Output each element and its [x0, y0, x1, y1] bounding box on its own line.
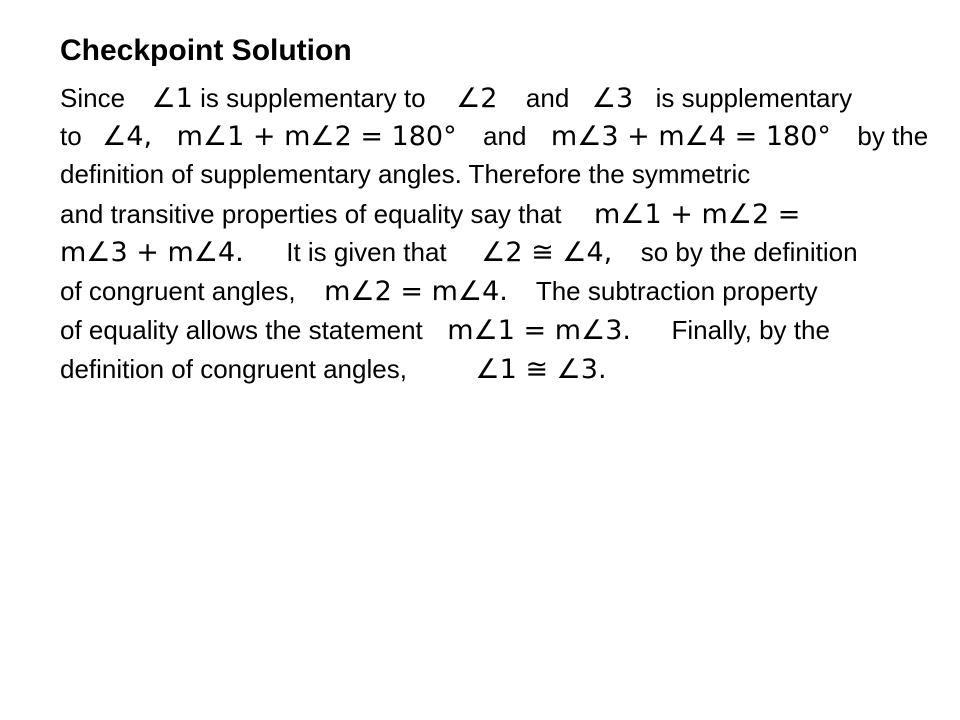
text-line-6	[60, 271, 818, 312]
text-line-3-content: definition of supplementary angles. Therefore the symmetric	[60, 159, 751, 189]
math-equation-2: m∠3 + m∠4 = 180°	[550, 121, 831, 152]
text-line-4	[60, 194, 800, 235]
text-is-supplementary-to: is supplementary to	[200, 83, 426, 113]
text-subtraction-property: The subtraction property	[535, 276, 818, 306]
math-angle-2: ∠2	[456, 83, 498, 114]
text-of-congruent-angles: of congruent angles,	[60, 276, 296, 306]
text-line-7	[60, 310, 830, 351]
text-line-2	[60, 116, 928, 157]
text-line-1	[60, 78, 852, 119]
math-equation-3b: m∠3 + m∠4.	[60, 237, 244, 268]
text-since: Since	[60, 83, 126, 113]
text-and-2: and	[483, 121, 527, 151]
text-definition-of-congruent: definition of congruent angles,	[60, 354, 407, 384]
text-line-4-content: and transitive properties of equality say that	[60, 199, 562, 229]
math-angle-3: ∠3	[591, 83, 634, 114]
math-equation-4: m∠2 = m∠4.	[324, 276, 508, 307]
text-line-5	[60, 232, 858, 273]
slide-title: Checkpoint Solution	[60, 34, 352, 67]
math-given-congruent: ∠2 ≅ ∠4,	[481, 237, 613, 268]
math-equation-1: m∠1 + m∠2 = 180°	[176, 121, 457, 152]
text-line-3	[60, 154, 750, 194]
math-equation-5: m∠1 = m∠3.	[447, 315, 631, 346]
text-finally: Finally, by the	[671, 315, 830, 345]
text-it-is-given: It is given that	[286, 237, 447, 267]
math-angle-4: ∠4,	[102, 121, 153, 152]
math-angle-1: ∠1	[151, 83, 193, 114]
text-and-1: and	[525, 83, 570, 113]
text-so-by-the-definition: so by the definition	[640, 237, 858, 267]
math-conclusion: ∠1 ≅ ∠3.	[475, 354, 607, 385]
text-to: to	[60, 121, 82, 151]
text-of-equality-allows: of equality allows the statement	[60, 315, 423, 345]
math-equation-3a: m∠1 + m∠2 =	[593, 199, 801, 230]
text-line-8	[60, 349, 607, 390]
text-is-supplementary: is supplementary	[655, 83, 853, 113]
text-by-the: by the	[857, 121, 929, 151]
